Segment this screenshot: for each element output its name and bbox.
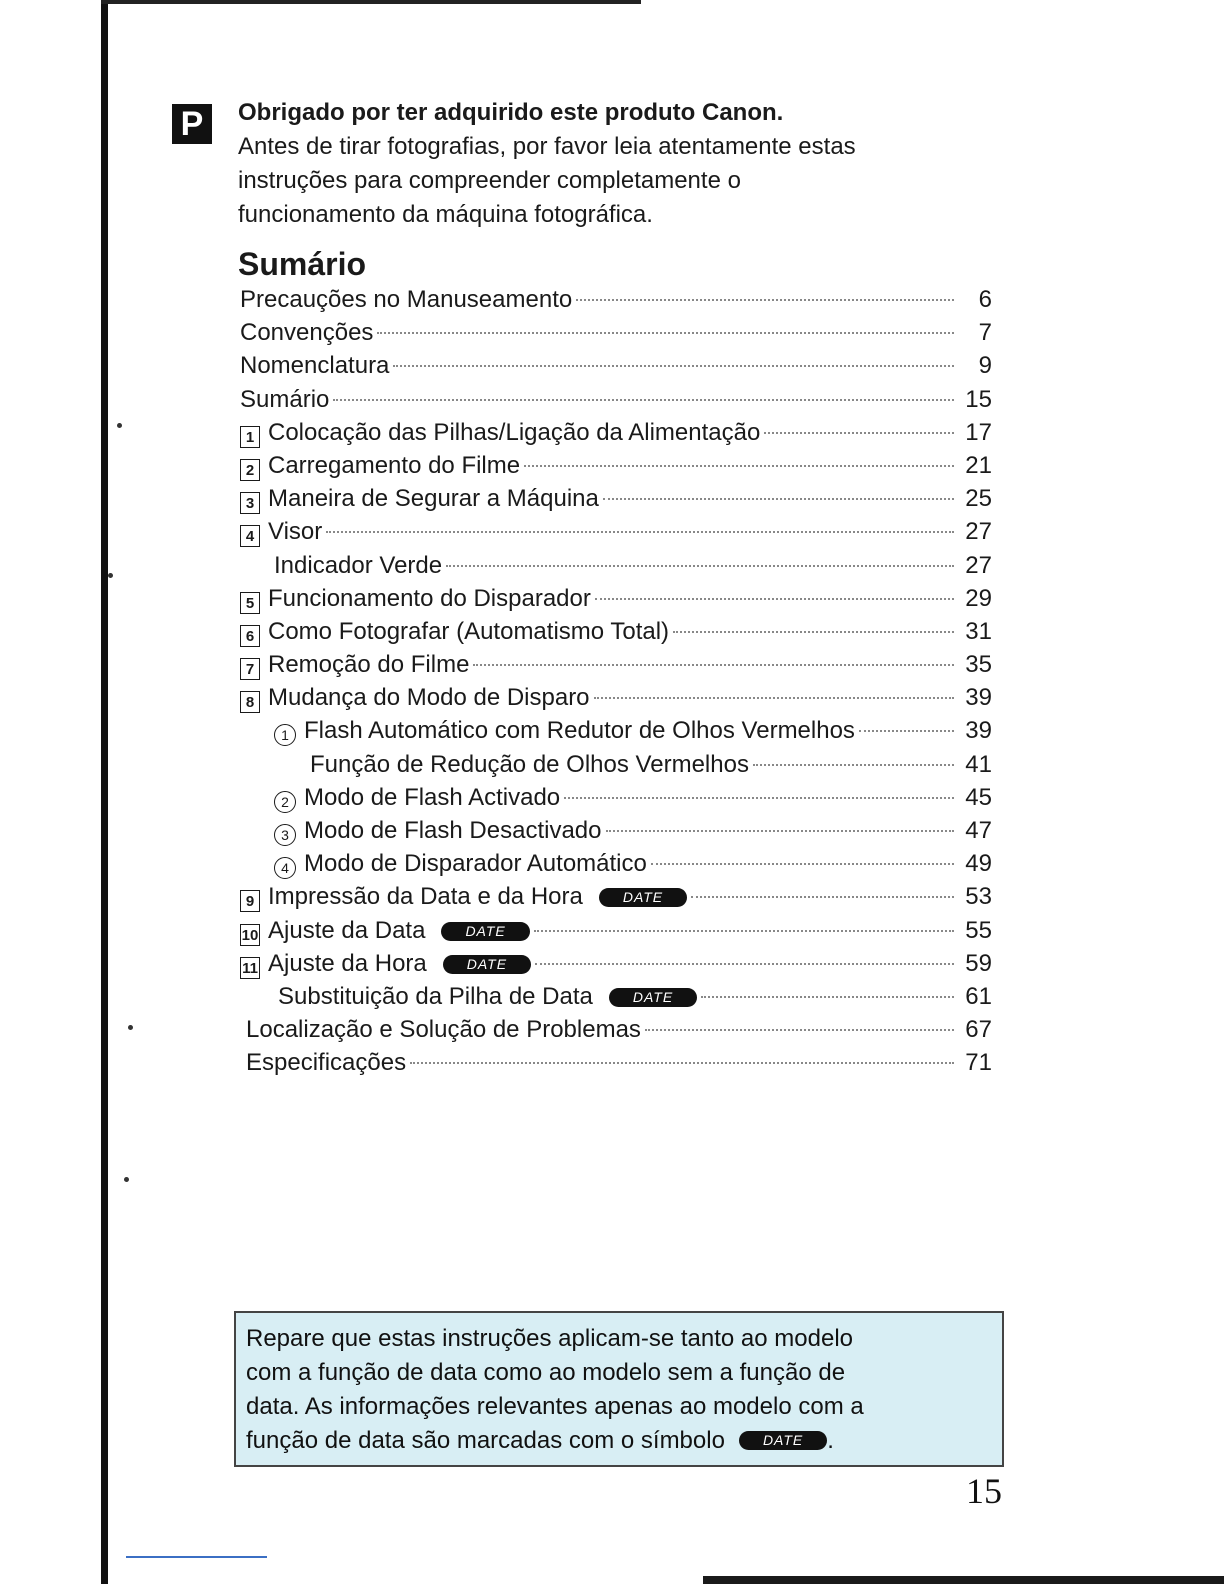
toc-entry-page: 29	[965, 584, 992, 612]
chapter-number-box: 4	[240, 525, 260, 547]
toc-entry-page: 21	[965, 451, 992, 479]
toc-title: Sumário	[238, 246, 367, 282]
intro-line: Antes de tirar fotografias, por favor leia atentamente estas	[238, 133, 856, 160]
toc-entry	[240, 615, 992, 648]
toc-entry-label: Colocação das Pilhas/Ligação da Alimentação	[268, 418, 761, 446]
note-line: função de data são marcadas com o símbolo	[246, 1427, 725, 1454]
intro-headline: Obrigado por ter adquirido este produto Canon.	[238, 99, 784, 126]
toc-entry-label: Função de Redução de Olhos Vermelhos	[310, 750, 749, 778]
toc-entry-label: Substituição da Pilha de Data	[278, 982, 593, 1010]
dot-leader	[576, 299, 954, 301]
chapter-number-box: 5	[240, 592, 260, 614]
dot-leader	[651, 863, 954, 865]
toc-entry-page: 7	[978, 319, 992, 347]
chapter-number-box: 2	[240, 459, 260, 481]
toc-entry	[240, 449, 992, 482]
toc-entry-page: 59	[965, 949, 992, 977]
toc-entry-label: Visor	[268, 518, 323, 546]
toc-entry	[240, 316, 992, 349]
toc-entry-page: 6	[978, 286, 992, 313]
note-line: data. As informações relevantes apenas ao modelo com a	[246, 1393, 864, 1420]
page-number: 15	[966, 1471, 1002, 1511]
binding-edge-left	[101, 0, 108, 1584]
scan-dot	[108, 573, 113, 578]
toc-entry-page: 53	[965, 883, 992, 911]
dot-leader	[673, 631, 954, 633]
date-symbol-icon: DATE	[739, 1431, 827, 1450]
intro-paragraph	[238, 96, 998, 232]
toc-entry-page: 61	[965, 982, 992, 1010]
toc-entry-label: Nomenclatura	[240, 352, 390, 380]
sub-number-circle: 2	[274, 791, 296, 813]
note-line: com a função de data como ao modelo sem a função de	[246, 1359, 846, 1386]
date-symbol-icon: DATE	[441, 922, 529, 941]
toc-entry-page: 45	[965, 783, 992, 811]
toc-entry	[240, 383, 992, 416]
toc-entry	[240, 748, 992, 781]
toc-entry-label: Modo de Flash Activado	[304, 783, 561, 811]
intro-line: funcionamento da máquina fotográfica.	[238, 201, 653, 228]
dot-leader	[606, 830, 955, 832]
dot-leader	[377, 332, 954, 334]
toc-entry	[240, 914, 992, 947]
dot-leader	[753, 764, 954, 766]
date-symbol-icon: DATE	[609, 988, 697, 1007]
chapter-number-box: 8	[240, 691, 260, 713]
toc-entry	[240, 582, 992, 615]
toc-entry-label: Impressão da Data e da Hora	[268, 883, 583, 911]
dot-leader	[645, 1029, 954, 1031]
sub-number-circle: 1	[274, 724, 296, 746]
dot-leader	[410, 1062, 954, 1064]
sub-number-circle: 4	[274, 857, 296, 879]
toc-entry	[240, 283, 992, 316]
toc-entry-page: 49	[965, 850, 992, 878]
toc-entry	[240, 416, 992, 449]
toc-entry-label: Flash Automático com Redutor de Olhos Vermelhos	[304, 717, 855, 745]
toc-entry-page: 71	[965, 1049, 992, 1077]
dot-leader	[764, 432, 954, 434]
toc-entry-page: 31	[965, 617, 992, 645]
chapter-number-box: 9	[240, 890, 260, 912]
toc-entry-label: Sumário	[240, 385, 330, 413]
toc-entry-label: Localização e Solução de Problemas	[246, 1016, 641, 1044]
dot-leader	[535, 963, 954, 965]
chapter-number-box: 7	[240, 658, 260, 680]
table-of-contents	[240, 283, 992, 1080]
toc-entry-page: 39	[965, 717, 992, 745]
toc-entry	[240, 681, 992, 714]
dot-leader	[603, 498, 954, 500]
dot-leader	[691, 896, 954, 898]
dot-leader	[564, 797, 954, 799]
toc-entry-page: 15	[965, 385, 992, 413]
dot-leader	[534, 930, 954, 932]
toc-entry-label: Mudança do Modo de Disparo	[268, 684, 590, 712]
toc-entry-page: 41	[965, 750, 992, 778]
note-line-last	[246, 1424, 990, 1458]
toc-entry	[240, 1013, 992, 1046]
dot-leader	[859, 730, 954, 732]
scan-dot	[124, 1177, 129, 1182]
dot-leader	[524, 465, 954, 467]
toc-entry-page: 27	[965, 551, 992, 579]
toc-entry	[240, 781, 992, 814]
dot-leader	[393, 365, 954, 367]
toc-entry-label: Ajuste da Hora	[268, 949, 427, 977]
date-symbol-icon: DATE	[443, 955, 531, 974]
chapter-number-box: 1	[240, 426, 260, 448]
toc-entry-label: Carregamento do Filme	[268, 451, 521, 479]
toc-entry	[240, 847, 992, 880]
toc-entry	[240, 980, 992, 1013]
toc-entry-label: Modo de Flash Desactivado	[304, 817, 602, 844]
toc-entry-label: Maneira de Segurar a Máquina	[268, 485, 599, 513]
toc-entry-page: 27	[965, 518, 992, 546]
toc-entry-page: 17	[965, 418, 992, 446]
chapter-number-box: 3	[240, 492, 260, 514]
note-end-punct: .	[827, 1427, 834, 1454]
toc-entry-page: 39	[965, 684, 992, 712]
toc-entry	[240, 648, 992, 681]
toc-entry-page: 35	[965, 651, 992, 679]
toc-entry	[240, 515, 992, 548]
dot-leader	[333, 399, 954, 401]
chapter-number-box: 6	[240, 625, 260, 647]
toc-entry	[240, 814, 992, 847]
toc-entry-label: Precauções no Manuseamento	[240, 286, 573, 313]
toc-entry	[240, 714, 992, 747]
toc-entry-label: Funcionamento do Disparador	[268, 584, 591, 612]
toc-entry-label: Convenções	[240, 319, 374, 347]
toc-entry-page: 67	[965, 1016, 992, 1044]
chapter-number-box: 10	[240, 924, 260, 946]
date-model-note	[234, 1311, 1004, 1467]
dot-leader	[446, 565, 954, 567]
toc-entry-page: 47	[965, 817, 992, 844]
toc-entry	[240, 880, 992, 913]
language-badge: P	[172, 104, 212, 144]
note-line: Repare que estas instruções aplicam-se tanto ao modelo	[246, 1325, 854, 1352]
toc-entry	[240, 549, 992, 582]
toc-entry	[240, 349, 992, 382]
scan-dot	[117, 423, 122, 428]
toc-entry	[240, 1046, 992, 1079]
toc-entry	[240, 947, 992, 980]
dot-leader	[594, 697, 954, 699]
toc-entry-page: 25	[965, 485, 992, 513]
dot-leader	[326, 531, 954, 533]
toc-entry-label: Remoção do Filme	[268, 651, 470, 679]
toc-entry	[240, 482, 992, 515]
dot-leader	[595, 598, 954, 600]
dot-leader	[473, 664, 954, 666]
dot-leader	[701, 996, 954, 998]
scan-dot	[128, 1025, 133, 1030]
toc-entry-page: 55	[965, 916, 992, 944]
intro-line: instruções para compreender completamente o	[238, 167, 741, 194]
bottom-rule-left	[126, 1556, 267, 1558]
chapter-number-box: 11	[240, 957, 260, 979]
toc-entry-page: 9	[978, 352, 992, 380]
toc-entry-label: Especificações	[246, 1049, 407, 1077]
date-symbol-icon: DATE	[599, 888, 687, 907]
bottom-rule-right	[703, 1576, 1224, 1584]
toc-entry-label: Indicador Verde	[274, 551, 443, 579]
sub-number-circle: 3	[274, 824, 296, 846]
toc-entry-label: Modo de Disparador Automático	[304, 850, 647, 878]
binding-edge-top	[101, 0, 641, 4]
toc-entry-label: Como Fotografar (Automatismo Total)	[268, 617, 670, 645]
toc-entry-label: Ajuste da Data	[268, 916, 426, 944]
